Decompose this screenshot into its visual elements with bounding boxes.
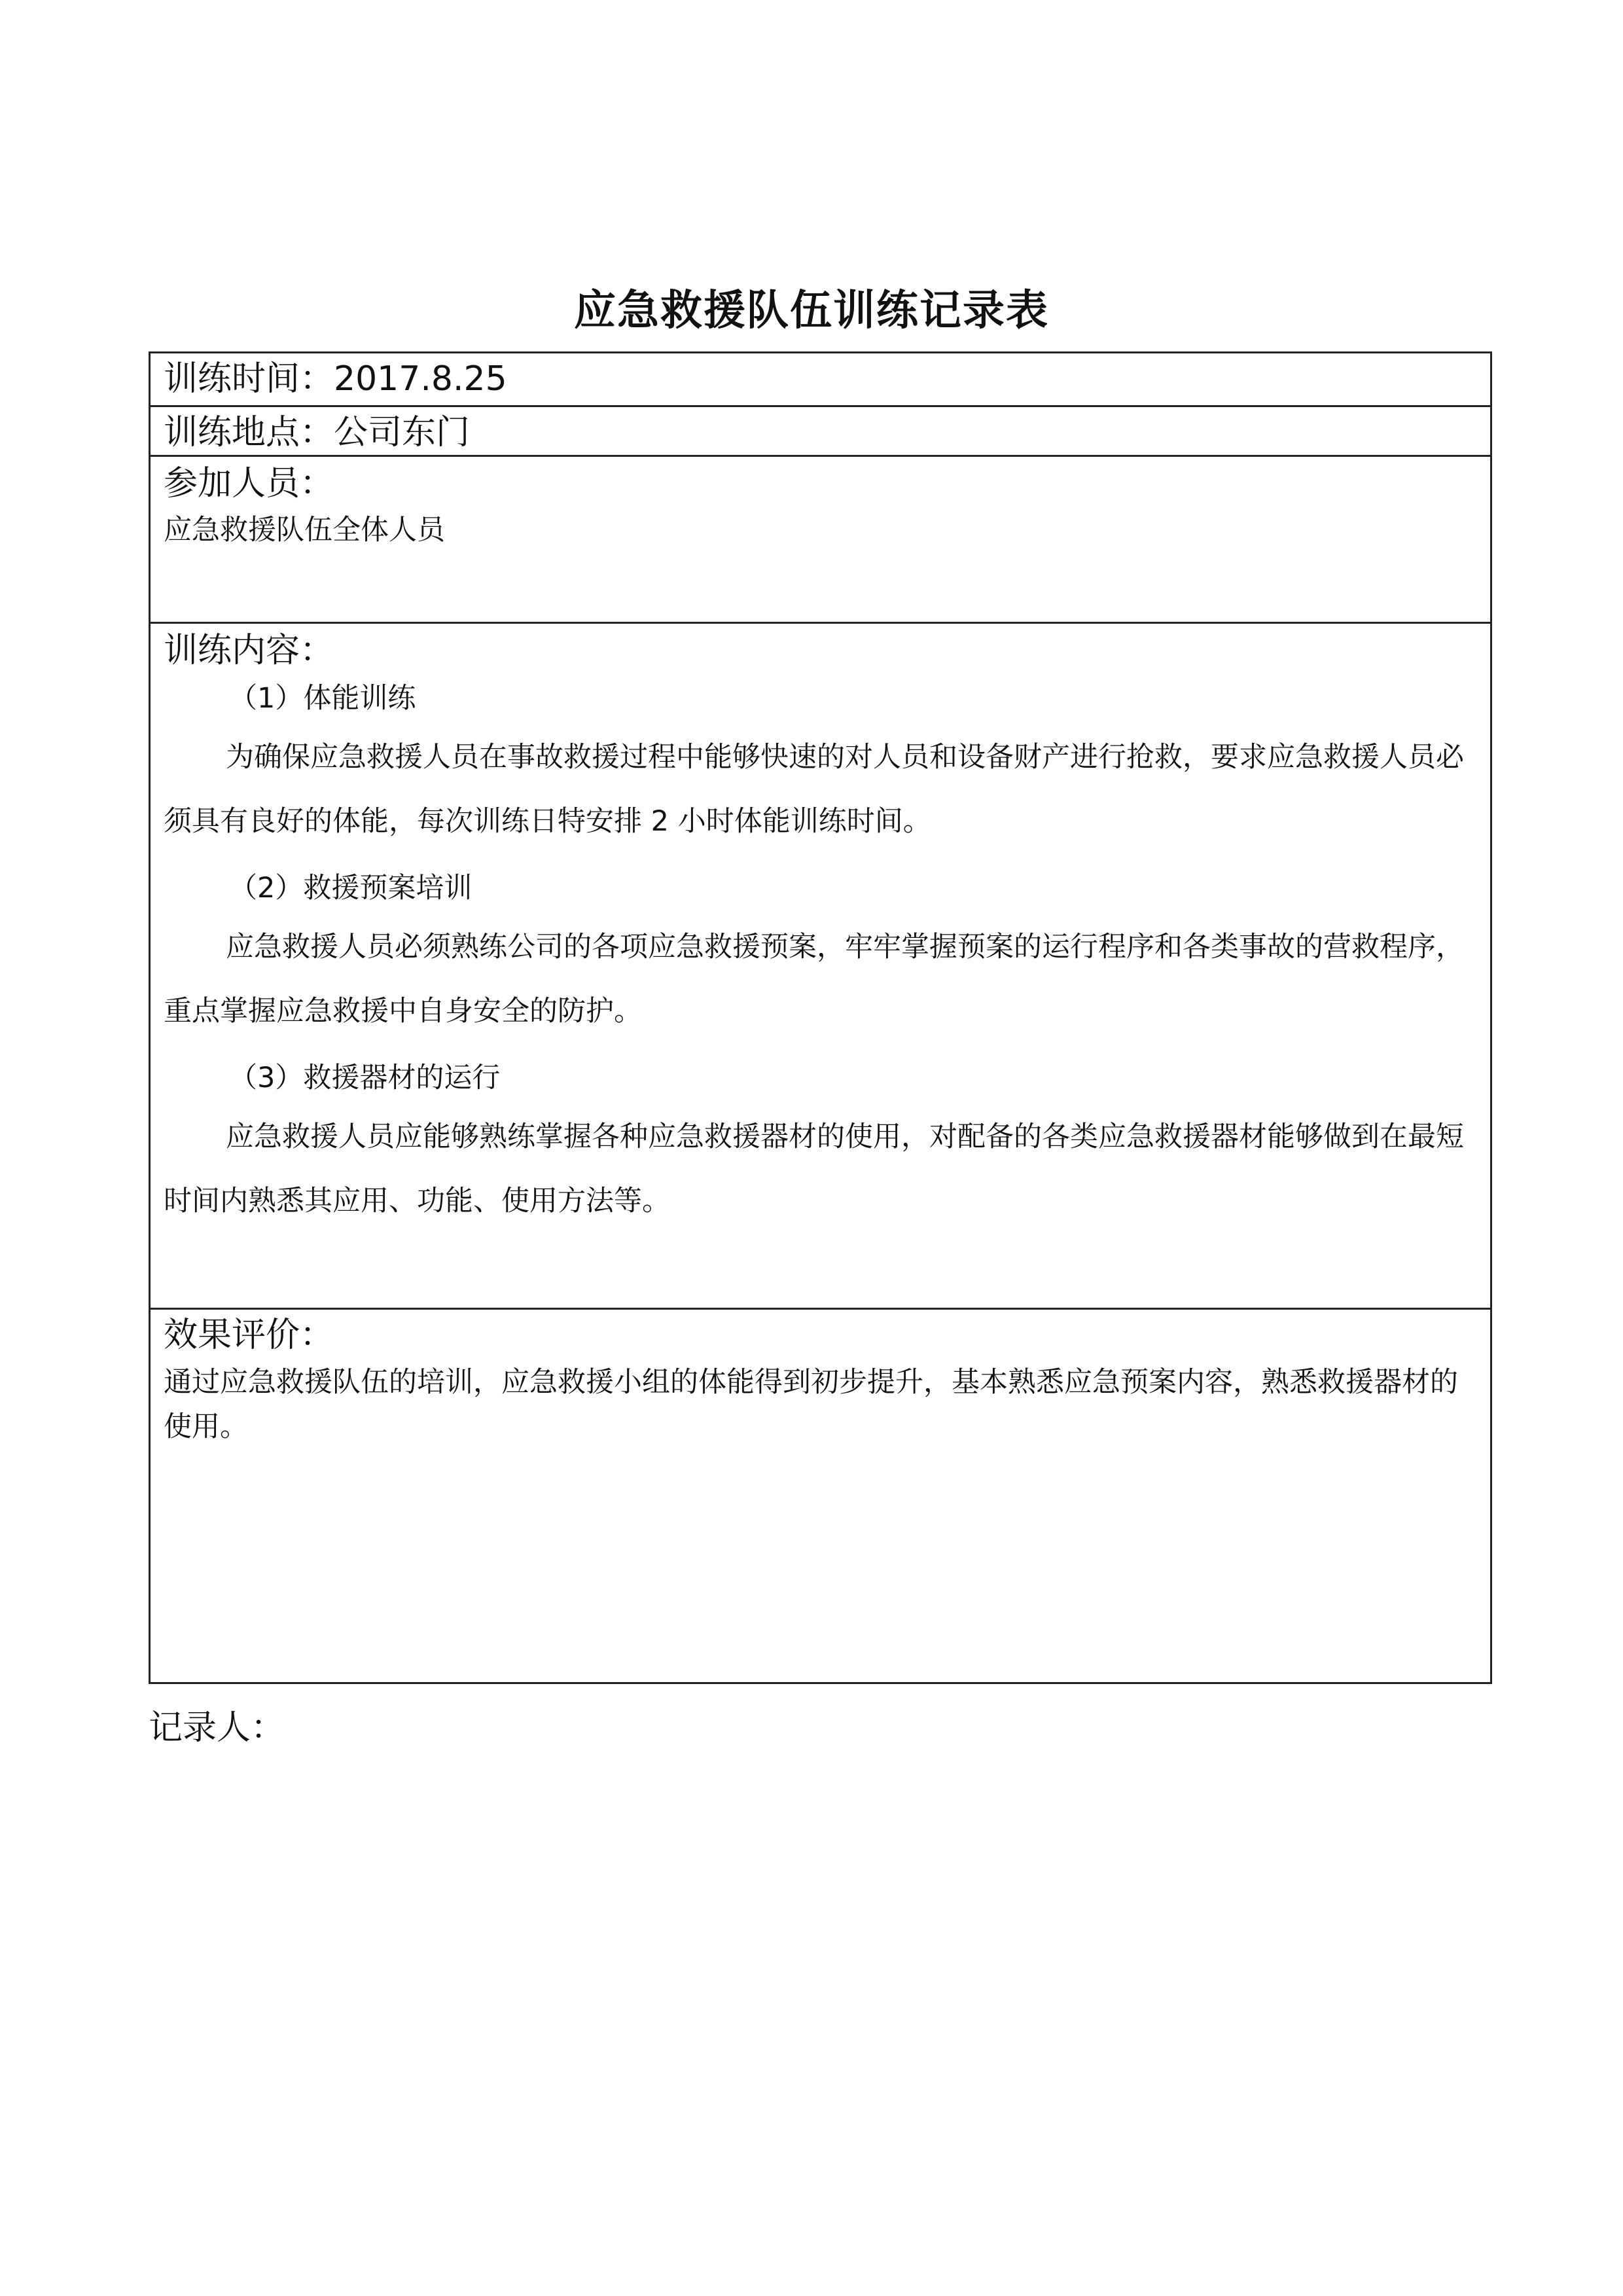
training-time-value: 2017.8.25: [334, 359, 507, 399]
training-place-label: 训练地点：: [164, 413, 334, 452]
training-time-label: 训练时间：: [164, 359, 334, 399]
participants-value: 应急救援队伍全体人员: [164, 514, 445, 547]
section-text-equipment: 应急救援人员应能够熟练掌握各种应急救援器材的使用，对配备的各类应急救援器材能够做到在最短时间内熟悉其应用、功能、使用方法等。: [164, 1121, 1464, 1217]
training-place-field: [164, 410, 470, 456]
section-text-physical: 为确保应急救援人员在事故救援过程中能够快速的对人员和设备财产进行抢救，要求应急救援人员必须具有良好的体能，每次训练日特安排 2 小时体能训练时间。: [164, 741, 1464, 838]
training-time-field: [164, 356, 507, 402]
training-place-row: [149, 405, 1492, 455]
participants-label: 参加人员：: [164, 464, 334, 503]
section-heading-plan: （2）救援预案培训: [229, 872, 473, 905]
section-text-plan: 应急救援人员必须熟练公司的各项应急救援预案，牢牢掌握预案的运行程序和各类事故的营救程序，重点掌握应急救援中自身安全的防护。: [164, 931, 1464, 1028]
training-place-value: 公司东门: [334, 413, 471, 452]
training-time-row: [149, 351, 1492, 405]
evaluation-label: 效果评价：: [164, 1316, 334, 1355]
section-heading-equipment: （3）救援器材的运行: [229, 1062, 501, 1094]
training-content-label: 训练内容：: [164, 631, 334, 670]
training-content-row: [149, 622, 1492, 1308]
evaluation-row: [149, 1308, 1492, 1684]
evaluation-text: 通过应急救援队伍的培训，应急救援小组的体能得到初步提升，基本熟悉应急预案内容，熟悉救援器材的使用。: [164, 1366, 1458, 1443]
participants-row: [149, 455, 1492, 622]
page-title: 应急救援队伍训练记录表: [574, 287, 1049, 335]
recorder-label: 记录人：: [149, 1708, 285, 1748]
section-heading-physical: （1）体能训练: [229, 682, 416, 715]
